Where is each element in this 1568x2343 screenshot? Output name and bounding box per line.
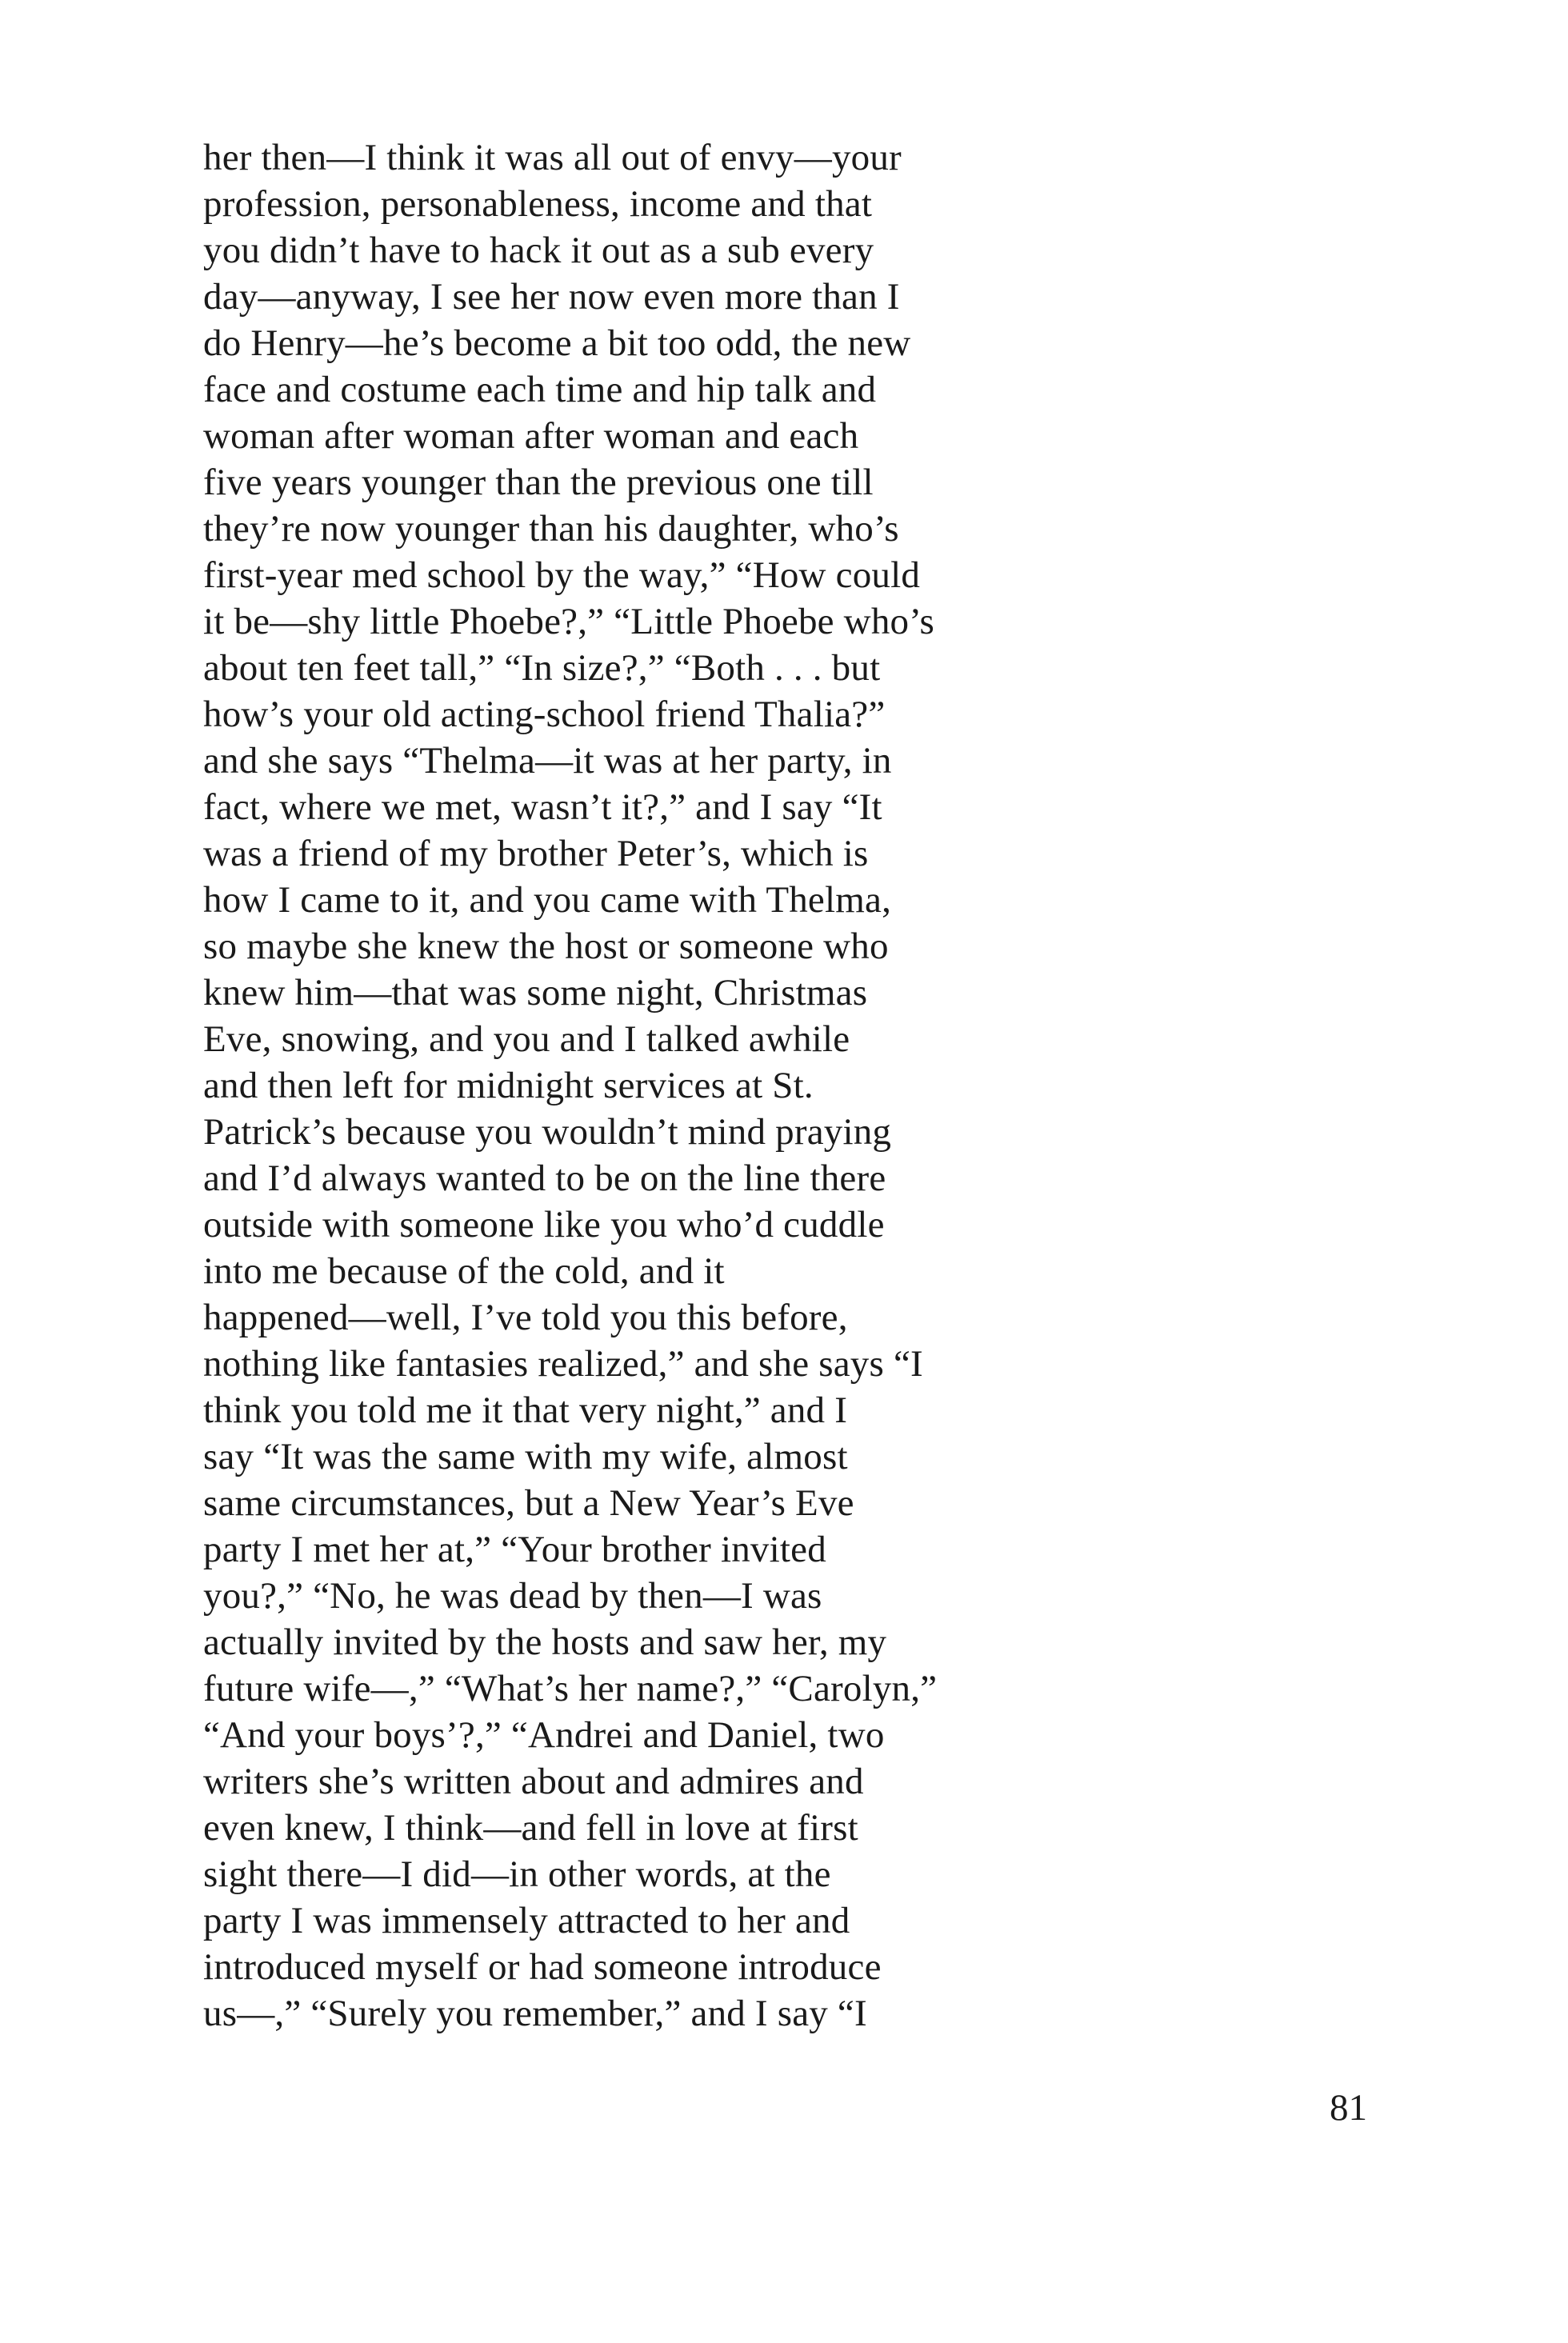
text-line: and she says “Thelma—it was at her party, in [203,740,892,782]
text-line: actually invited by the hosts and saw her, my [203,1621,887,1663]
text-line: into me because of the cold, and it [203,1250,725,1292]
text-line: face and costume each time and hip talk and [203,369,877,410]
text-line: how’s your old acting-school friend Thalia?” [203,694,886,735]
text-line: future wife—,” “What’s her name?,” “Carolyn,” [203,1668,938,1709]
text-line: was a friend of my brother Peter’s, which is [203,833,869,874]
text-line: they’re now younger than his daughter, who’s [203,508,899,550]
text-line: it be—shy little Phoebe?,” “Little Phoebe who’s [203,601,934,642]
text-line: about ten feet tall,” “In size?,” “Both . . . but [203,647,881,689]
text-line: happened—well, I’ve told you this before, [203,1297,848,1338]
text-line: nothing like fantasies realized,” and she says “I [203,1343,923,1385]
text-line: knew him—that was some night, Christmas [203,972,868,1014]
text-line: introduced myself or had someone introduce [203,1946,882,1988]
text-line: outside with someone like you who’d cuddle [203,1204,885,1245]
text-line: us—,” “Surely you remember,” and I say “I [203,1993,867,2034]
text-line: how I came to it, and you came with Thelma, [203,879,892,921]
text-line: profession, personableness, income and that [203,183,873,225]
text-line: woman after woman after woman and each [203,415,859,457]
text-line: you didn’t have to hack it out as a sub every [203,230,874,271]
text-line: so maybe she knew the host or someone who [203,926,889,967]
text-line: her then—I think it was all out of envy—your [203,137,902,178]
text-line: first-year med school by the way,” “How could [203,554,921,596]
text-line: even knew, I think—and fell in love at first [203,1807,858,1849]
text-line: say “It was the same with my wife, almost [203,1436,848,1477]
text-line: and I’d always wanted to be on the line there [203,1158,886,1199]
text-line: and then left for midnight services at St. [203,1065,814,1106]
text-line: sight there—I did—in other words, at the [203,1853,831,1895]
text-line: do Henry—he’s become a bit too odd, the new [203,322,911,364]
text-line: five years younger than the previous one till [203,462,874,503]
text-line: you?,” “No, he was dead by then—I was [203,1575,822,1617]
text-line: think you told me it that very night,” and I [203,1389,848,1431]
text-line: writers she’s written about and admires and [203,1761,864,1802]
text-line: party I met her at,” “Your brother invited [203,1529,826,1570]
text-line: “And your boys’?,” “Andrei and Daniel, two [203,1714,885,1756]
page-number: 81 [1330,2087,1367,2129]
text-line: day—anyway, I see her now even more than I [203,276,900,318]
body-text [203,134,1011,2037]
text-line: Patrick’s because you wouldn’t mind praying [203,1111,892,1153]
text-line: Eve, snowing, and you and I talked awhile [203,1018,850,1060]
text-line: same circumstances, but a New Year’s Eve [203,1482,854,1524]
text-line: party I was immensely attracted to her and [203,1900,850,1941]
text-line: fact, where we met, wasn’t it?,” and I say “It [203,786,882,828]
